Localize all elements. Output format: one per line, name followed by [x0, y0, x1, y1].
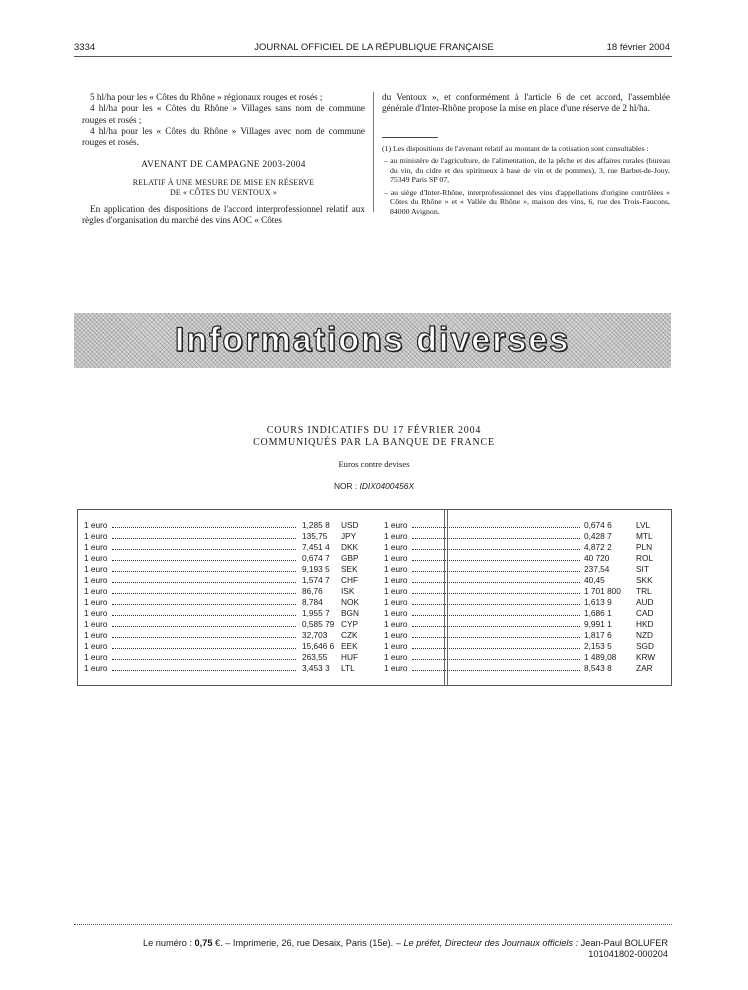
dot-leader — [412, 670, 580, 671]
rate-row — [84, 586, 364, 597]
rate-value: 1,817 6 — [584, 630, 612, 640]
rate-label: 1 euro — [84, 630, 108, 640]
rate-row — [84, 630, 364, 641]
rate-row — [84, 663, 364, 674]
rate-value: 0,674 7 — [302, 553, 330, 563]
rate-value: 237,54 — [584, 564, 610, 574]
numero-label: Le numéro : — [142, 938, 192, 948]
footnote-item: – au ministère de l'agriculture, de l'alimentation, de la pêche et des affaires rurales (bureau du vin, du cidre et des spiritueux à base de vin et de pommes), 3, rue Barbet-de-Jouy, 75349 Paris SP 07, — [384, 156, 670, 185]
rate-label: 1 euro — [84, 553, 108, 563]
dot-leader — [412, 571, 580, 572]
section-banner — [74, 313, 671, 368]
dot-leader — [412, 538, 580, 539]
rates-left-column — [84, 520, 364, 674]
rate-label: 1 euro — [84, 520, 108, 530]
rate-value: 15,646 6 — [302, 641, 335, 651]
right-column — [382, 92, 670, 216]
rate-row — [384, 641, 664, 652]
rate-label: 1 euro — [84, 542, 108, 552]
rates-table — [77, 509, 672, 686]
dot-leader — [112, 648, 296, 649]
rate-row — [84, 575, 364, 586]
dot-leader — [112, 670, 296, 671]
rate-row — [384, 520, 664, 531]
rate-value: 40,45 — [584, 575, 605, 585]
director-name: Jean-Paul BOLUFER — [580, 938, 668, 948]
header-rule — [74, 56, 672, 57]
rate-value: 1 489,08 — [584, 652, 617, 662]
rate-value: 2,153 5 — [584, 641, 612, 651]
rate-value: 9,193 5 — [302, 564, 330, 574]
nor-code: IDIX0400456X — [359, 481, 415, 491]
rate-value: 0,674 6 — [584, 520, 612, 530]
rate-row — [84, 531, 364, 542]
cours-title-2: COMMUNIQUÉS PAR LA BANQUE DE FRANCE — [253, 437, 495, 448]
rate-currency: LTL — [341, 663, 355, 673]
rate-row — [384, 531, 664, 542]
rate-value: 1 701 800 — [584, 586, 621, 596]
rate-label: 1 euro — [84, 641, 108, 651]
dot-leader — [412, 604, 580, 605]
rate-label: 1 euro — [384, 641, 408, 651]
rate-currency: CZK — [341, 630, 358, 640]
rate-value: 4,872 2 — [584, 542, 612, 552]
rate-currency: AUD — [636, 597, 654, 607]
rate-label: 1 euro — [384, 542, 408, 552]
footer-rule — [74, 924, 672, 925]
rate-currency: CYP — [341, 619, 359, 629]
nor-label: NOR : — [333, 481, 358, 491]
avenant-subtitle-line-2: DE « CÔTES DU VENTOUX » — [169, 187, 278, 197]
rate-label: 1 euro — [84, 531, 108, 541]
rate-currency: HUF — [341, 652, 359, 662]
column-divider — [373, 92, 374, 212]
rate-value: 263,55 — [302, 652, 328, 662]
rate-row — [384, 597, 664, 608]
rate-currency: NOK — [341, 597, 359, 607]
rate-currency: EEK — [341, 641, 358, 651]
rate-label: 1 euro — [384, 575, 408, 585]
dot-leader — [412, 582, 580, 583]
dot-leader — [412, 549, 580, 550]
dot-leader — [412, 648, 580, 649]
rate-value: 40 720 — [584, 553, 610, 563]
avenant-subtitle — [82, 178, 365, 198]
avenant-subtitle-line-1: RELATIF À UNE MESURE DE MISE EN RÉSERVE — [132, 177, 315, 187]
nor-reference — [0, 481, 748, 491]
journal-title: JOURNAL OFFICIEL DE LA RÉPUBLIQUE FRANÇAISE — [254, 42, 494, 53]
rate-value: 1,955 7 — [302, 608, 330, 618]
dot-leader — [412, 593, 580, 594]
dot-leader — [412, 659, 580, 660]
rate-currency: ROL — [636, 553, 654, 563]
left-column — [82, 92, 365, 226]
banner-title: Informations diverses — [174, 321, 571, 359]
rate-label: 1 euro — [84, 652, 108, 662]
rate-currency: NZD — [636, 630, 654, 640]
price-currency: €. — [215, 938, 223, 948]
issue-date: 18 février 2004 — [606, 42, 670, 53]
rate-label: 1 euro — [384, 619, 408, 629]
rate-label: 1 euro — [84, 564, 108, 574]
rate-label: 1 euro — [384, 531, 408, 541]
dot-leader — [112, 659, 296, 660]
rate-row — [84, 652, 364, 663]
rate-value: 135,75 — [302, 531, 328, 541]
dot-leader — [112, 538, 296, 539]
dot-leader — [112, 527, 296, 528]
rate-value: 0,585 79 — [302, 619, 335, 629]
rate-label: 1 euro — [84, 619, 108, 629]
rate-currency: CAD — [636, 608, 654, 618]
dot-leader — [112, 549, 296, 550]
rate-value: 1,574 7 — [302, 575, 330, 585]
rate-row — [384, 608, 664, 619]
rate-row — [384, 575, 664, 586]
cours-subtitle: Euros contre devises — [338, 459, 410, 469]
rate-label: 1 euro — [84, 597, 108, 607]
footnote-rule — [382, 137, 438, 138]
rate-currency: SIT — [636, 564, 649, 574]
rate-value: 86,76 — [302, 586, 323, 596]
rate-currency: ISK — [341, 586, 355, 596]
rates-right-column — [384, 520, 664, 674]
rate-row — [384, 564, 664, 575]
rate-value: 1,613 9 — [584, 597, 612, 607]
rate-label: 1 euro — [84, 663, 108, 673]
rate-value: 7,451 4 — [302, 542, 330, 552]
rate-row — [384, 630, 664, 641]
rate-row — [384, 542, 664, 553]
cours-title-1: COURS INDICATIFS DU 17 FÉVRIER 2004 — [266, 425, 482, 436]
application-paragraph: En application des dispositions de l'accord interprofessionnel relatif aux règles d'organisation du marché des vins AOC « Côtes — [82, 203, 365, 226]
rate-row — [84, 641, 364, 652]
rate-currency: PLN — [636, 542, 653, 552]
director-label: Le préfet, Directeur des Journaux officiels : — [403, 938, 579, 948]
rate-row — [384, 553, 664, 564]
footer — [143, 938, 668, 960]
rate-row — [84, 597, 364, 608]
rate-currency: CHF — [341, 575, 359, 585]
rate-label: 1 euro — [84, 575, 108, 585]
dot-leader — [112, 604, 296, 605]
rate-label: 1 euro — [84, 608, 108, 618]
rate-value: 0,428 7 — [584, 531, 612, 541]
dot-leader — [112, 637, 296, 638]
footer-line-1 — [143, 938, 668, 949]
dot-leader — [112, 626, 296, 627]
rate-currency: HKD — [636, 619, 654, 629]
rate-label: 1 euro — [384, 663, 408, 673]
rate-value: 8,784 — [302, 597, 323, 607]
rate-label: 1 euro — [384, 608, 408, 618]
rate-currency: KRW — [636, 652, 656, 662]
rate-row — [384, 619, 664, 630]
rate-row — [84, 553, 364, 564]
rate-row — [84, 520, 364, 531]
page-number: 3334 — [74, 42, 96, 53]
rate-value: 9,991 1 — [584, 619, 612, 629]
rate-label: 1 euro — [384, 520, 408, 530]
rate-row — [384, 586, 664, 597]
rate-currency: SEK — [341, 564, 358, 574]
rate-label: 1 euro — [384, 564, 408, 574]
dot-leader — [112, 582, 296, 583]
rate-currency: MTL — [636, 531, 653, 541]
rate-currency: BGN — [341, 608, 359, 618]
dot-leader — [112, 571, 296, 572]
dot-leader — [412, 560, 580, 561]
rate-value: 8,543 8 — [584, 663, 612, 673]
rate-value: 1,285 8 — [302, 520, 330, 530]
dot-leader — [412, 626, 580, 627]
rate-currency: ZAR — [636, 663, 653, 673]
rate-row — [384, 663, 664, 674]
paragraph: 5 hl/ha pour les « Côtes du Rhône » régionaux rouges et rosés ; — [90, 92, 323, 102]
rate-label: 1 euro — [384, 652, 408, 662]
dot-leader — [112, 560, 296, 561]
continuation-paragraph: du Ventoux », et conformément à l'article 6 de cet accord, l'assemblée générale d'Inter-Rhône propose la mise en place d'une réserve de 2 hl/ha. — [382, 92, 670, 114]
paragraph: 4 hl/ha pour les « Côtes du Rhône » Villages avec nom de commune rouges et rosés. — [82, 125, 365, 148]
price: 0,75 — [194, 938, 213, 948]
dot-leader — [112, 615, 296, 616]
rate-currency: SGD — [636, 641, 654, 651]
rate-label: 1 euro — [384, 553, 408, 563]
footnote: (1) Les dispositions de l'avenant relatif au montant de la cotisation sont consultables : — [382, 143, 649, 153]
dot-leader — [412, 615, 580, 616]
rate-row — [84, 608, 364, 619]
rate-currency: DKK — [341, 542, 359, 552]
rate-currency: SKK — [636, 575, 653, 585]
rate-value: 3,453 3 — [302, 663, 330, 673]
rate-row — [384, 652, 664, 663]
rate-currency: JPY — [341, 531, 357, 541]
rate-row — [84, 619, 364, 630]
rate-currency: TRL — [636, 586, 652, 596]
rate-value: 1,686 1 — [584, 608, 612, 618]
avenant-title: AVENANT DE CAMPAGNE 2003-2004 — [141, 160, 306, 171]
rate-label: 1 euro — [384, 597, 408, 607]
rate-label: 1 euro — [384, 586, 408, 596]
rate-row — [84, 564, 364, 575]
paragraph: 4 hl/ha pour les « Côtes du Rhône » Villages sans nom de commune rouges et rosés ; — [82, 103, 365, 125]
printer: – Imprimerie, 26, rue Desaix, Paris (15e). – — [225, 938, 401, 948]
dot-leader — [412, 527, 580, 528]
rate-currency: GBP — [341, 553, 359, 563]
footer-code: 101041802-000204 — [588, 949, 668, 959]
rate-row — [84, 542, 364, 553]
dot-leader — [112, 593, 296, 594]
rate-currency: LVL — [636, 520, 651, 530]
rate-label: 1 euro — [84, 586, 108, 596]
rate-label: 1 euro — [384, 630, 408, 640]
rate-value: 32,703 — [302, 630, 328, 640]
footnote-item: – au siège d'Inter-Rhône, interprofessionnel des vins d'appellations d'origine contrôlées « Côtes du Rhône » et « Vallée du Rhône », maison des vins, 6, rue des Trois-Faucons, 84000 Avignon. — [384, 187, 670, 216]
dot-leader — [412, 637, 580, 638]
rate-currency: USD — [341, 520, 359, 530]
